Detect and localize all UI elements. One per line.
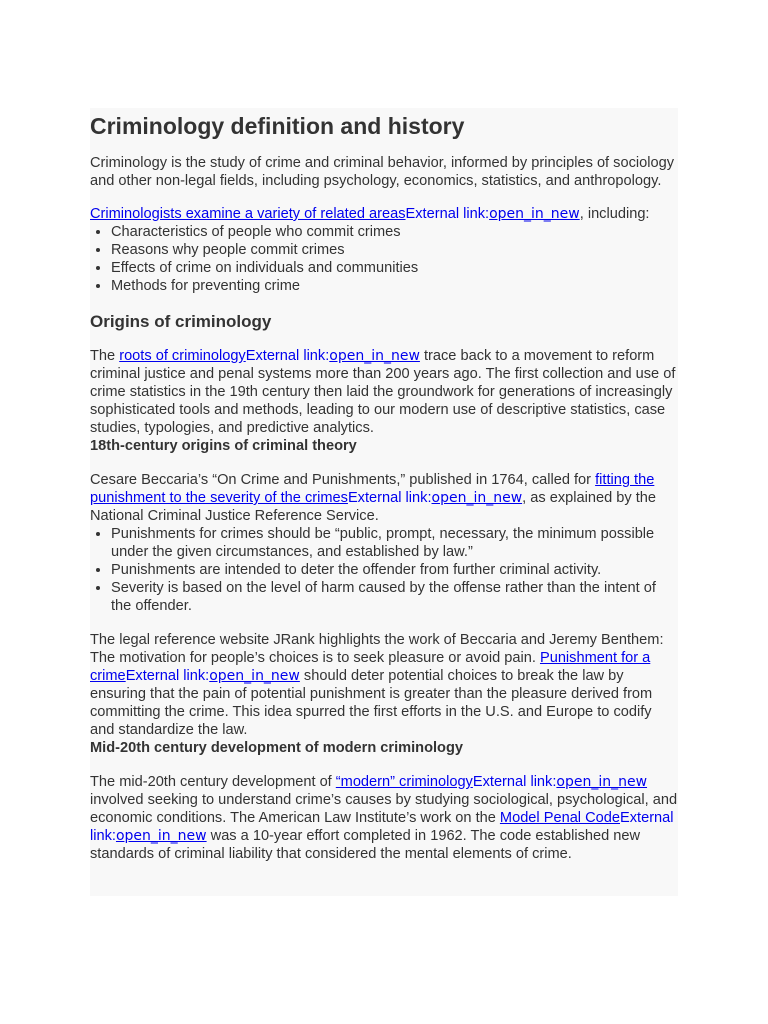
open-in-new-icon[interactable]: open_in_new (329, 348, 420, 364)
roots-paragraph (90, 347, 678, 437)
list-item: • Effects of crime on individuals and communities (111, 259, 678, 277)
list-item: • Punishments for crimes should be “public, prompt, necessary, the minimum possible under the given circumstances, and established by law.” (111, 525, 678, 561)
open-in-new-icon[interactable]: open_in_new (115, 828, 207, 844)
beccaria-after-text: , as explained by the National Criminal Justice Reference Service. (90, 490, 657, 524)
subheading-mid-20th-century: Mid-20th century development of modern criminology (90, 740, 463, 756)
beccaria-paragraph (90, 471, 678, 525)
external-link-label: External link: (90, 810, 674, 844)
open-in-new-icon[interactable]: open_in_new (209, 668, 300, 684)
external-link-label: External link: (347, 490, 432, 506)
list-item: • Punishments are intended to deter the offender from further criminal activity. (111, 561, 678, 579)
page-title: Criminology definition and history (90, 113, 465, 139)
open-in-new-icon[interactable]: open_in_new (431, 490, 523, 506)
list-item: • Methods for preventing crime (111, 277, 678, 295)
punishment-link[interactable]: Punishment for a crime (90, 650, 651, 684)
list-item: • Characteristics of people who commit crimes (111, 223, 678, 241)
mid20-paragraph (90, 773, 678, 863)
mid20-after-text: was a 10-year effort completed in 1962. The code established new standards of criminal liability that considered the mental elements of crime. (90, 828, 641, 862)
beccaria-before-text: Cesare Beccaria’s “On Crime and Punishments,” published in 1764, called for (90, 472, 596, 488)
roots-before-text: The (90, 348, 120, 364)
mid20-middle-text: involved seeking to understand crime’s causes by studying sociological, psychological, and economic conditions. The American Law Institute’s work on the (90, 792, 678, 826)
jrank-paragraph (90, 631, 678, 739)
origins-heading: Origins of criminology (90, 312, 272, 331)
modern-criminology-link[interactable]: “modern” criminology (335, 774, 473, 790)
examine-paragraph (90, 205, 678, 223)
list-item: • Severity is based on the level of harm caused by the offense rather than the intent of the offender. (111, 579, 678, 615)
external-link-label: External link: (405, 206, 490, 222)
list-item: • Reasons why people commit crimes (111, 241, 678, 259)
open-in-new-icon[interactable]: open_in_new (489, 206, 580, 222)
jrank-after-text: should deter potential choices to break the law by ensuring that the pain of potential punishment is greater than the pleasure derived from committing the crime. This idea spurred the first efforts in the U.S. and Europe to codify and standardize the law. (90, 668, 653, 738)
jrank-before-text: The legal reference website JRank highlights the work of Beccaria and Jeremy Benthem: The motivation for people’s choices is to seek pleasure or avoid pain. (90, 632, 664, 666)
roots-link[interactable]: roots of criminology (119, 348, 246, 364)
intro-paragraph: Criminology is the study of crime and criminal behavior, informed by principles of sociology and other non-legal fields, including psychology, economics, statistics, and anthropology. (90, 155, 675, 189)
open-in-new-icon[interactable]: open_in_new (556, 774, 648, 790)
examine-after-text: , including: (579, 206, 650, 222)
subheading-18th-century: 18th-century origins of criminal theory (90, 438, 357, 454)
beccaria-list (90, 525, 678, 615)
article (90, 108, 678, 863)
beccaria-link[interactable]: fitting the punishment to the severity of the crimes (90, 472, 655, 506)
external-link-label: External link: (245, 348, 330, 364)
external-link-label: External link: (472, 774, 557, 790)
examine-link[interactable]: Criminologists examine a variety of related areas (90, 206, 406, 222)
examine-list (90, 223, 678, 295)
mid20-before-text: The mid-20th century development of (90, 774, 336, 790)
model-penal-code-link[interactable]: Model Penal Code (499, 810, 620, 826)
external-link-label: External link: (125, 668, 210, 684)
roots-after-text: trace back to a movement to reform criminal justice and penal systems more than 200 years ago. The first collection and use of crime statistics in the 19th century then laid the groundwork for generations of increasingly sophisticated tools and methods, leading to our modern use of descriptive statistics, case studies, typologies, and predictive analytics. (90, 348, 676, 436)
